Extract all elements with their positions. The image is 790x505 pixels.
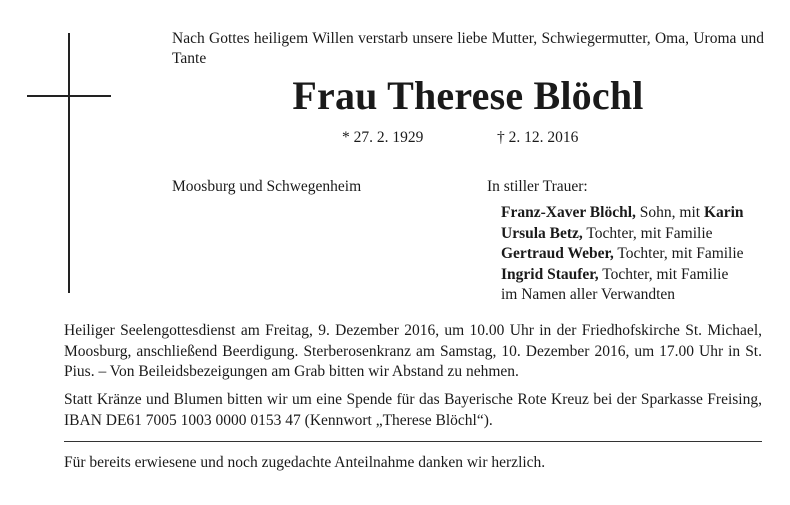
mourners-list xyxy=(501,203,763,306)
mourner-line xyxy=(501,244,763,265)
mourner-line xyxy=(501,265,763,286)
mourning-heading: In stiller Trauer: xyxy=(487,178,588,195)
mourner-relation: Tochter, mit Familie xyxy=(582,224,713,242)
cross-icon-vertical xyxy=(68,33,70,293)
mourner-name: Gertraud Weber, xyxy=(501,245,614,262)
thanks-text: Für bereits erwiesene und noch zugedachte Anteilnahme danken wir herzlich. xyxy=(64,454,546,471)
mourner-name: Ingrid Staufer, xyxy=(501,265,599,283)
divider xyxy=(64,441,762,442)
mourner-line xyxy=(501,285,763,306)
birth-date: * 27. 2. 1929 xyxy=(342,129,424,146)
cross-icon-horizontal xyxy=(27,95,111,97)
mourner-relation: Tochter, mit Familie xyxy=(598,265,729,283)
death-date: † 2. 12. 2016 xyxy=(497,129,579,146)
mourner-relatives: im Namen aller Verwandten xyxy=(501,286,676,303)
mourner-relation: Sohn, mit xyxy=(635,204,704,221)
intro-text: Nach Gottes heiligem Willen verstarb unsere liebe Mutter, Schwiegermutter, Oma, Uroma und Tante xyxy=(172,30,764,67)
donation-paragraph: Statt Kränze und Blumen bitten wir um eine Spende für das Bayerische Rote Kreuz bei der Sparkasse Freising, IBAN DE61 7005 1003 0000 0153 47 (Kennwort „Therese Blöchl“). xyxy=(64,391,762,429)
service-paragraph: Heiliger Seelengottesdienst am Freitag, 9. Dezember 2016, um 10.00 Uhr in der Friedhofskirche St. Michael, Moosburg, anschließend Beerdigung. Sterberosenkranz am Samstag, 10. Dezember 2016, um 17.00 Uhr in St. Pius. – Von Beileidsbezeigungen am Grab bitten wir Abstand zu nehmen. xyxy=(64,322,762,380)
place-text: Moosburg und Schwegenheim xyxy=(172,178,362,195)
mourner-relation: Tochter, mit Familie xyxy=(613,245,744,262)
mourner-name: Ursula Betz, xyxy=(501,224,583,242)
deceased-name: Frau Therese Blöchl xyxy=(292,73,644,118)
mourner-line xyxy=(501,203,763,224)
mourner-line xyxy=(501,224,763,245)
mourner-name: Franz-Xaver Blöchl, xyxy=(501,204,636,221)
mourner-partner-name: Karin xyxy=(703,204,744,221)
